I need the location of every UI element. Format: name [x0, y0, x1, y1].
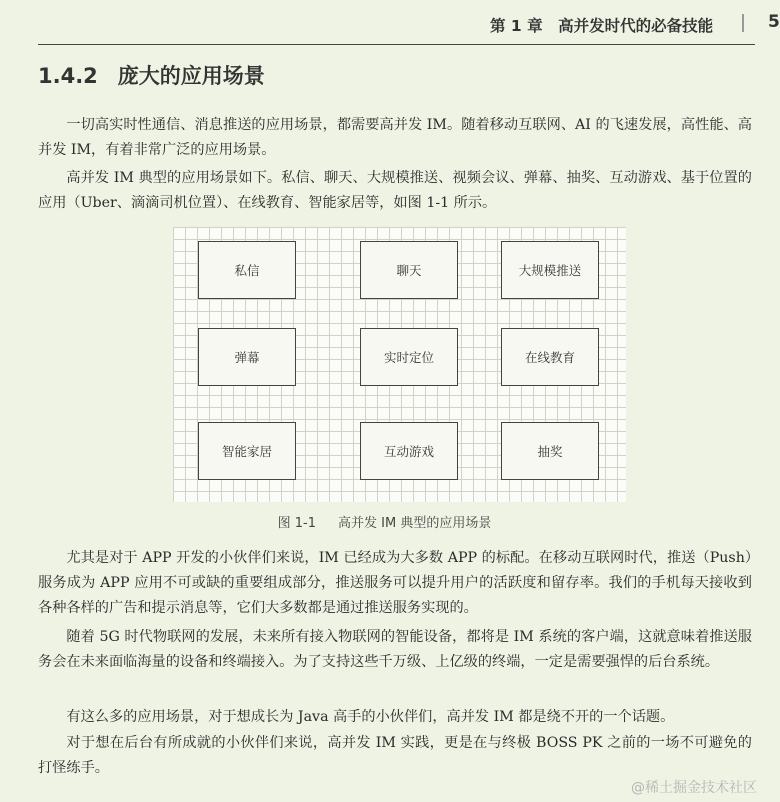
- scenario-diagram: [173, 227, 626, 502]
- paragraph-1: 一切高实时性通信、消息推送的应用场景，都需要高并发 IM。随着移动互联网、AI 的飞速发展，高性能、高并发 IM，有着非常广泛的应用场景。: [38, 117, 752, 158]
- scenario-box: 抽奖: [501, 422, 599, 480]
- section-title: 庞大的应用场景: [117, 64, 265, 88]
- scenario-box: 弹幕: [198, 328, 296, 386]
- header-separator: [742, 14, 744, 32]
- paragraph-3: 尤其是对于 APP 开发的小伙伴们来说，IM 已经成为大多数 APP 的标配。在移动互联网时代，推送（Push）服务成为 APP 应用不可或缺的重要组成部分，推送服务可以提升用户的活跃度和留存率。我们的手机每天接收到各种各样的广告和提示消息等，它们大多数都是通过推送服务实现的。: [38, 550, 752, 616]
- scenario-box: 在线教育: [501, 328, 599, 386]
- scenario-box: 实时定位: [360, 328, 458, 386]
- page-header: [38, 0, 780, 45]
- section-heading: [38, 60, 265, 90]
- paragraph-2: 高并发 IM 典型的应用场景如下。私信、聊天、大规模推送、视频会议、弹幕、抽奖、互动游戏、基于位置的应用（Uber、滴滴司机位置）、在线教育、智能家居等，如图 1-1 所示。: [38, 170, 752, 211]
- watermark: @稀土掘金技术社区: [631, 780, 757, 796]
- figure-caption-text: 高并发 IM 典型的应用场景: [338, 516, 492, 531]
- paragraph-6: 对于想在后台有所成就的小伙伴们来说，高并发 IM 实践，更是在与终极 BOSS PK 之前的一场不可避免的打怪练手。: [38, 735, 752, 776]
- figure-caption: [0, 512, 769, 531]
- section-number: 1.4.2: [38, 64, 98, 88]
- chapter-title: 第 1 章 高并发时代的必备技能: [490, 17, 714, 35]
- page-number: 5: [768, 12, 780, 32]
- scenario-box: 聊天: [360, 241, 458, 299]
- paragraph-5: 有这么多的应用场景，对于想成长为 Java 高手的小伙伴们，高并发 IM 都是绕不开的一个话题。: [66, 709, 675, 725]
- scenario-box: 私信: [198, 241, 296, 299]
- paragraph-4: 随着 5G 时代物联网的发展，未来所有接入物联网的智能设备，都将是 IM 系统的客户端，这就意味着推送服务会在未来面临海量的设备和终端接入。为了支持这些千万级、上亿级的终端，一定是需要强悍的后台系统。: [38, 629, 752, 670]
- scenario-box: 大规模推送: [501, 241, 599, 299]
- scenario-box: 智能家居: [198, 422, 296, 480]
- figure-number: 图 1-1: [277, 516, 317, 531]
- scenario-box: 互动游戏: [360, 422, 458, 480]
